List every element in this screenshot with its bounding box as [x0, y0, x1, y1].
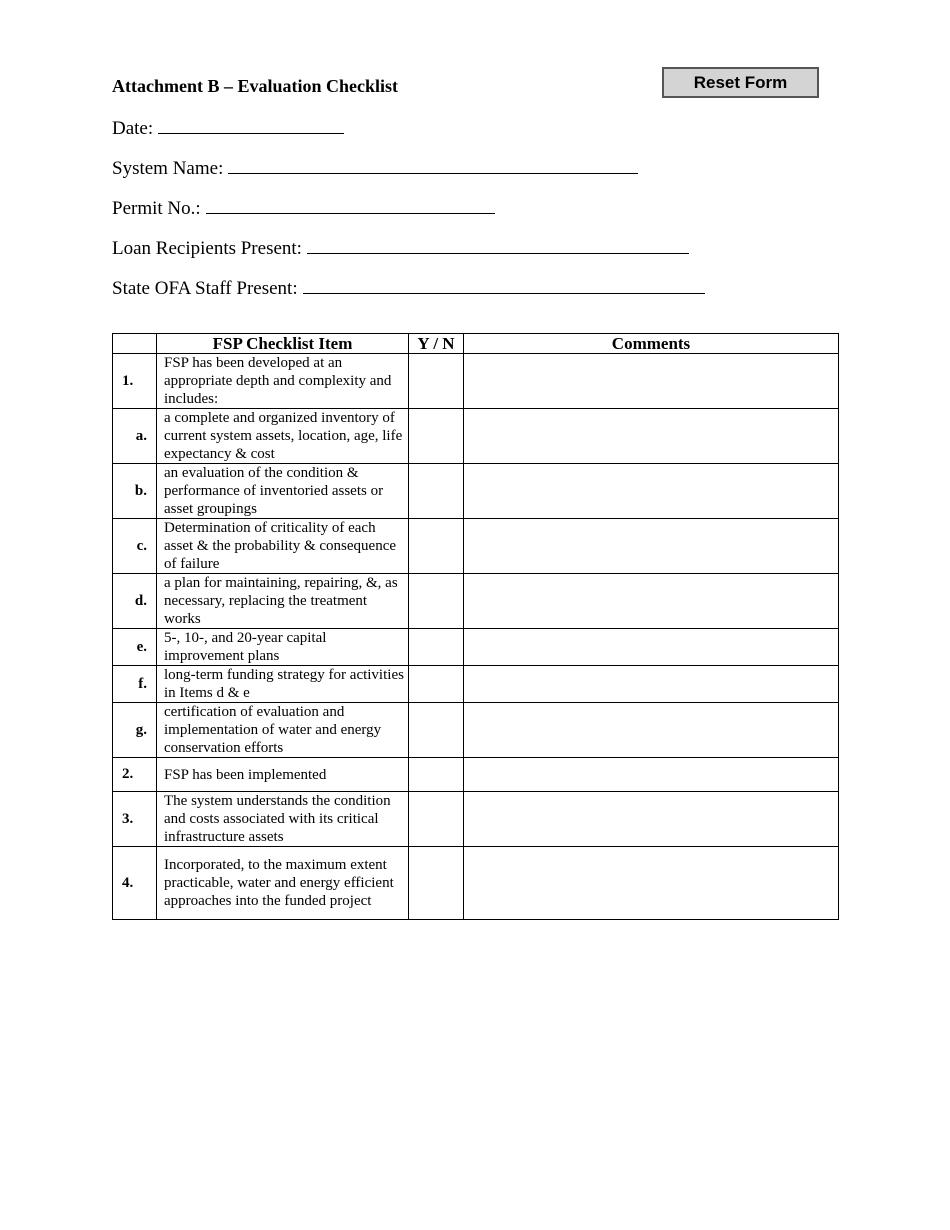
yes-no-cell[interactable] — [409, 574, 464, 629]
checklist-item-text: FSP has been developed at an appropriate depth and complexity and includes: — [157, 354, 409, 409]
loan-recipients-label: Loan Recipients Present: — [112, 238, 302, 259]
yes-no-cell[interactable] — [409, 519, 464, 574]
row-number: e. — [113, 629, 157, 666]
row-number: 4. — [113, 847, 157, 920]
table-row — [113, 703, 839, 758]
table-row — [113, 629, 839, 666]
header-checklist-item: FSP Checklist Item — [157, 334, 409, 354]
yes-no-cell[interactable] — [409, 666, 464, 703]
table-row — [113, 666, 839, 703]
date-label: Date: — [112, 118, 154, 139]
checklist-item-text: Incorporated, to the maximum extent practicable, water and energy efficient approaches into the funded project — [157, 847, 409, 920]
checklist-item-text: a plan for maintaining, repairing, &, as necessary, replacing the treatment works — [157, 574, 409, 629]
table-row — [113, 574, 839, 629]
checklist-item-text: 5-, 10-, and 20-year capital improvement plans — [157, 629, 409, 666]
checklist-item-text: an evaluation of the condition & performance of inventoried assets or asset groupings — [157, 464, 409, 519]
header-number — [113, 334, 157, 354]
comments-cell[interactable] — [464, 703, 839, 758]
header-comments: Comments — [464, 334, 839, 354]
row-number: g. — [113, 703, 157, 758]
row-number: 1. — [113, 354, 157, 409]
reset-form-button[interactable]: Reset Form — [662, 67, 819, 98]
checklist-item-text: long-term funding strategy for activities in Items d & e — [157, 666, 409, 703]
header-yes-no: Y / N — [409, 334, 464, 354]
comments-cell[interactable] — [464, 629, 839, 666]
yes-no-cell[interactable] — [409, 409, 464, 464]
comments-cell[interactable] — [464, 519, 839, 574]
comments-cell[interactable] — [464, 574, 839, 629]
comments-cell[interactable] — [464, 666, 839, 703]
yes-no-cell[interactable] — [409, 354, 464, 409]
row-number: f. — [113, 666, 157, 703]
permit-label: Permit No.: — [112, 198, 201, 219]
comments-cell[interactable] — [464, 758, 839, 792]
checklist-item-text: a complete and organized inventory of current system assets, location, age, life expectancy & cost — [157, 409, 409, 464]
comments-cell[interactable] — [464, 409, 839, 464]
yes-no-cell[interactable] — [409, 464, 464, 519]
row-number: 3. — [113, 792, 157, 847]
state-staff-field-row — [112, 274, 705, 301]
table-row — [113, 792, 839, 847]
yes-no-cell[interactable] — [409, 847, 464, 920]
yes-no-cell[interactable] — [409, 792, 464, 847]
comments-cell[interactable] — [464, 464, 839, 519]
state-staff-input[interactable] — [303, 274, 705, 294]
row-number: d. — [113, 574, 157, 629]
comments-cell[interactable] — [464, 354, 839, 409]
row-number: c. — [113, 519, 157, 574]
table-row — [113, 354, 839, 409]
checklist-item-text: The system understands the condition and costs associated with its critical infrastructure assets — [157, 792, 409, 847]
system-name-label: System Name: — [112, 158, 224, 179]
system-name-input[interactable] — [228, 154, 638, 174]
permit-field-row — [112, 194, 495, 221]
table-row — [113, 847, 839, 920]
checklist-item-text: Determination of criticality of each asset & the probability & consequence of failure — [157, 519, 409, 574]
loan-recipients-field-row — [112, 234, 689, 261]
row-number: 2. — [113, 758, 157, 792]
yes-no-cell[interactable] — [409, 629, 464, 666]
table-header-row — [113, 334, 839, 354]
yes-no-cell[interactable] — [409, 703, 464, 758]
state-staff-label: State OFA Staff Present: — [112, 278, 298, 299]
system-name-field-row — [112, 154, 638, 181]
evaluation-checklist-table — [112, 333, 839, 920]
permit-input[interactable] — [206, 194, 495, 214]
checklist-item-text: certification of evaluation and implementation of water and energy conservation efforts — [157, 703, 409, 758]
comments-cell[interactable] — [464, 847, 839, 920]
date-field-row — [112, 114, 344, 141]
table-row — [113, 519, 839, 574]
row-number: a. — [113, 409, 157, 464]
comments-cell[interactable] — [464, 792, 839, 847]
date-input[interactable] — [158, 114, 344, 134]
table-row — [113, 464, 839, 519]
yes-no-cell[interactable] — [409, 758, 464, 792]
checklist-item-text: FSP has been implemented — [157, 758, 409, 792]
table-row — [113, 758, 839, 792]
table-row — [113, 409, 839, 464]
row-number: b. — [113, 464, 157, 519]
loan-recipients-input[interactable] — [307, 234, 689, 254]
page-title: Attachment B – Evaluation Checklist — [112, 76, 399, 96]
